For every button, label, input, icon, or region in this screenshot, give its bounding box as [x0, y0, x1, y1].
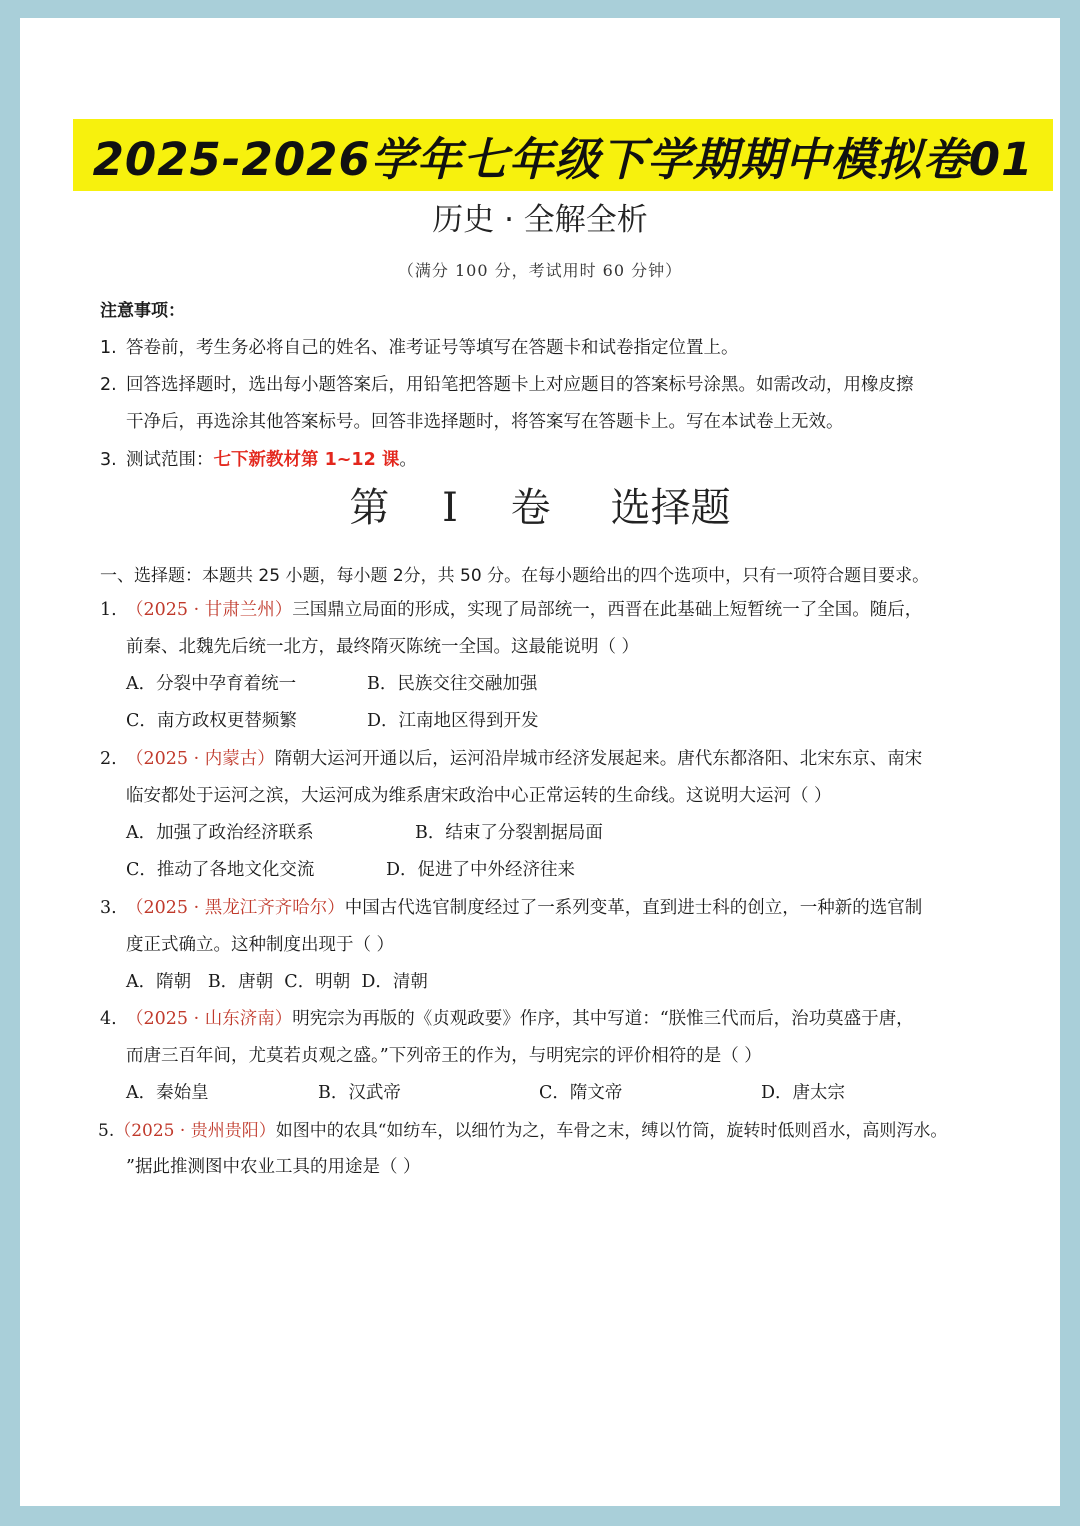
question-2 — [100, 745, 922, 770]
exam-paper — [20, 18, 1060, 1506]
title-banner — [73, 119, 1053, 191]
notes-heading: 注意事项： — [100, 301, 185, 321]
option-a: A．分裂中孕育着统一 — [126, 674, 297, 694]
question-stem-continued: 度正式确立。这种制度出现于（ ） — [126, 935, 395, 955]
question-number: 5. — [98, 1121, 115, 1141]
question-source: （2025 · 山东济南） — [126, 1009, 293, 1029]
option-d: D．促进了中外经济往来 — [386, 860, 576, 880]
question-stem: 中国古代选官制度经过了一系列变革，直到进士科的创立，一种新的选官制 — [344, 898, 923, 918]
note-number: 2. — [100, 375, 117, 395]
question-source: （2025 · 贵州贵阳） — [114, 1121, 276, 1141]
question-stem: 三国鼎立局面的形成，实现了局部统一，西晋在此基础上短暂统一了全国。随后， — [292, 600, 923, 620]
option-a: A．加强了政治经济联系 — [126, 823, 314, 843]
option-b: B．汉武帝 — [318, 1083, 401, 1103]
note-item — [100, 371, 914, 396]
section-title — [20, 476, 1060, 533]
note-number: 3. — [100, 450, 117, 470]
question-number: 4. — [100, 1009, 117, 1029]
note-text: 答卷前，考生务必将自己的姓名、准考证号等填写在答题卡和试卷指定位置上。 — [126, 338, 739, 358]
question-stem-continued: 临安都处于运河之滨，大运河成为维系唐宋政治中心正常运转的生命线。这说明大运河（ ） — [126, 786, 832, 806]
option-b: B．结束了分裂割据局面 — [415, 823, 603, 843]
exam-info: （满分 100 分，考试用时 60 分钟） — [397, 261, 683, 280]
question-5 — [98, 1116, 947, 1141]
note-text: 回答选择题时，选出每小题答案后，用铅笔把答题卡上对应题目的答案标号涂黑。如需改动，用橡皮擦 — [126, 375, 914, 395]
question-stem: 如图中的农具“如纺车，以细竹为之，车骨之末，缚以竹筒，旋转时低则舀水，高则泻水。 — [275, 1121, 948, 1141]
section-instruction: 一、选择题：本题共 25 小题，每小题 2分，共 50 分。在每小题给出的四个选项中，只有一项符合题目要求。 — [100, 566, 930, 586]
option-a: A．秦始皇 — [126, 1083, 209, 1103]
question-source: （2025 · 黑龙江齐齐哈尔） — [126, 898, 345, 918]
option-c: C．推动了各地文化交流 — [126, 860, 315, 880]
question-source: （2025 · 甘肃兰州） — [126, 600, 293, 620]
question-stem: 隋朝大运河开通以后，运河沿岸城市经济发展起来。唐代东都洛阳、北宋东京、南宋 — [274, 749, 923, 769]
option-d: D．唐太宗 — [761, 1083, 846, 1103]
exam-subtitle: 历史 · 全解全析 — [432, 202, 648, 238]
note-number: 1. — [100, 338, 117, 358]
option-c: C．南方政权更替频繁 — [126, 711, 297, 731]
options-inline: A．隋朝 B．唐朝 C．明朝 D．清朝 — [126, 972, 428, 992]
question-number: 2. — [100, 749, 117, 769]
question-4 — [100, 1005, 914, 1030]
question-stem-continued: 前秦、北魏先后统一北方，最终隋灭陈统一全国。这最能说明（ ） — [126, 637, 640, 657]
question-stem: 明宪宗为再版的《贞观政要》作序，其中写道：“朕惟三代而后，治功莫盛于唐， — [292, 1009, 914, 1029]
exam-title: 2025-2026学年七年级下学期期中模拟卷01 — [92, 132, 1034, 186]
test-scope-highlight: 七下新教材第 1~12 课 — [213, 450, 400, 470]
question-3 — [100, 894, 922, 919]
question-stem-continued: 而唐三百年间，尤莫若贞观之盛。”下列帝王的作为，与明宪宗的评价相符的是（ ） — [126, 1046, 762, 1066]
section-name: 选择题 — [610, 485, 731, 531]
question-1 — [100, 596, 922, 621]
note-text: 测试范围： — [126, 450, 214, 470]
question-number: 3. — [100, 898, 117, 918]
note-suffix: 。 — [399, 450, 417, 470]
note-item — [100, 446, 417, 471]
option-d: D．江南地区得到开发 — [367, 711, 539, 731]
question-stem-continued: ”据此推测图中农业工具的用途是（ ） — [126, 1157, 421, 1177]
option-b: B．民族交往交融加强 — [367, 674, 538, 694]
option-c: C．隋文帝 — [539, 1083, 623, 1103]
note-text-continued: 干净后，再选涂其他答案标号。回答非选择题时，将答案写在答题卡上。写在本试卷上无效。 — [126, 412, 844, 432]
section-part: 第 I 卷 — [349, 485, 551, 531]
question-number: 1. — [100, 600, 117, 620]
question-source: （2025 · 内蒙古） — [126, 749, 275, 769]
note-item — [100, 334, 739, 359]
